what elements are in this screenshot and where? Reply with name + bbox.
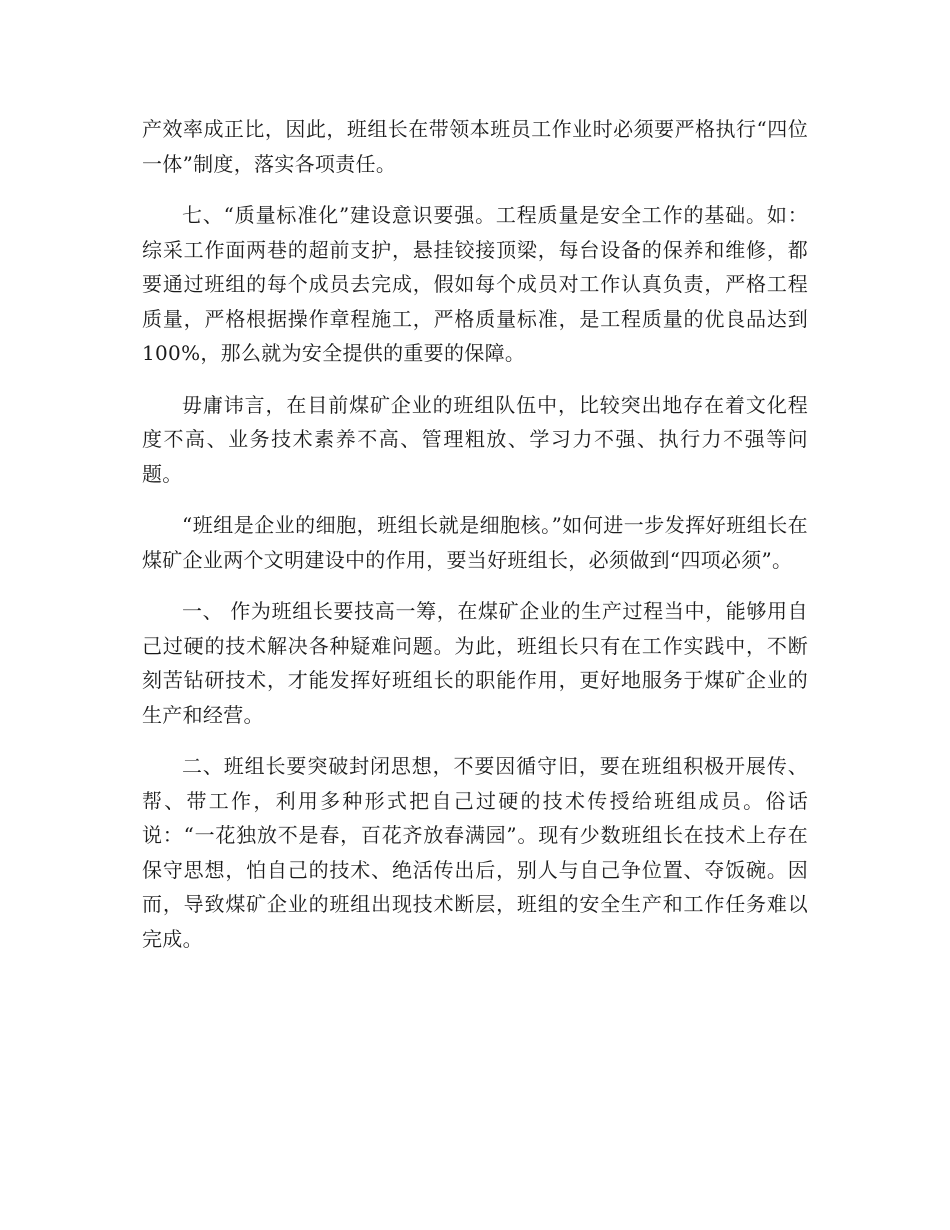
document-body [142,112,808,973]
paragraph-4: “班组是企业的细胞，班组长就是细胞核。”如何进一步发挥好班组长在煤矿企业两个文明建设中的作用，要当好班组长，必须做到“四项必须”。 [142,513,808,572]
paragraph-6: 二、班组长要突破封闭思想，不要因循守旧，要在班组积极开展传、帮、带工作，利用多种形式把自己过硬的技术传授给班组成员。俗话说：“一花独放不是春，百花齐放春满园”。现有少数班组长在技术上存在保守思想，怕自己的技术、绝活传出后，别人与自己争位置、夺饭碗。因而，导致煤矿企业的班组出现技术断层，班组的安全生产和工作任务难以完成。 [142,754,808,951]
paragraph-5: 一、 作为班组长要技高一筹，在煤矿企业的生产过程当中，能够用自己过硬的技术解决各种疑难问题。为此，班组长只有在工作实践中，不断刻苦钻研技术，才能发挥好班组长的职能作用，更好地服务于煤矿企业的生产和经营。 [142,599,808,727]
paragraph-1: 产效率成正比，因此，班组长在带领本班员工作业时必须要严格执行“四位一体”制度，落实各项责任。 [142,117,808,176]
paragraph-2: 七、“质量标准化”建设意识要强。工程质量是安全工作的基础。如：综采工作面两巷的超前支护，悬挂铰接顶梁，每台设备的保养和维修，都要通过班组的每个成员去完成，假如每个成员对工作认真负责，严格工程质量，严格根据操作章程施工，严格质量标准，是工程质量的优良品达到100%，那么就为安全提供的重要的保障。 [142,203,808,365]
paragraph-3: 毋庸讳言，在目前煤矿企业的班组队伍中，比较突出地存在着文化程度不高、业务技术素养不高、管理粗放、学习力不强、执行力不强等问题。 [142,392,808,486]
